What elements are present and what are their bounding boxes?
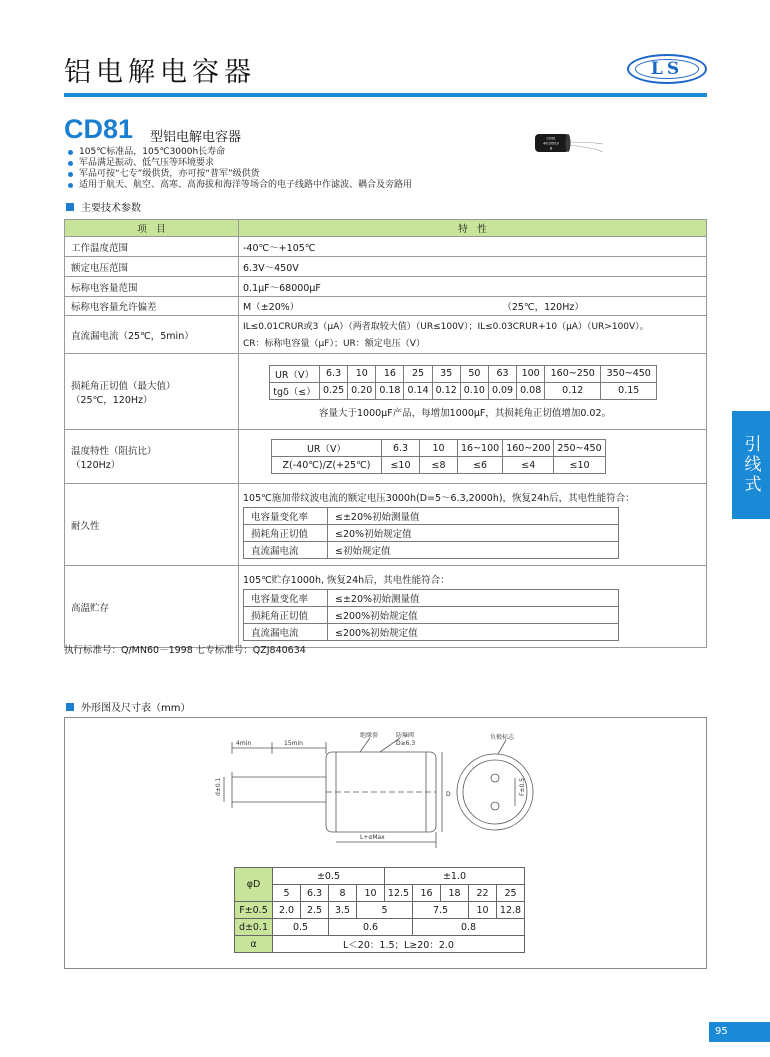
spec-section-title: 主要技术参数: [81, 203, 141, 214]
storage-value: ≤200%初始规定值: [328, 606, 619, 623]
tan-voltage: 63: [488, 365, 516, 382]
tempchar-value: ≤10: [554, 457, 605, 474]
row-label: 标称电容量范围: [65, 277, 239, 297]
tan-label-cond: （25℃，120Hz）: [71, 394, 153, 406]
col-item: 项 目: [65, 220, 239, 237]
storage-key: 电容量变化率: [244, 589, 328, 606]
label-lead-spacing: F±0.5: [519, 777, 526, 796]
leak-note: CR：标称电容量（μF）；UR：额定电压（V）: [243, 338, 425, 349]
tempchar-voltage: 6.3: [382, 440, 420, 457]
dim-d: 0.5: [273, 919, 329, 936]
tan-value: 0.12: [432, 382, 460, 399]
tan-voltage: 160~250: [545, 365, 601, 382]
tan-voltage: 100: [517, 365, 545, 382]
row-value: 0.1μF～68000μF: [239, 277, 707, 297]
tan-value: 0.12: [545, 382, 601, 399]
storage-value: ≤200%初始规定值: [328, 623, 619, 640]
label-sleeve: 绝缘套: [360, 732, 379, 739]
endurance-row: [244, 541, 619, 558]
dim-F: 10: [469, 902, 497, 919]
tan-value: 0.25: [320, 382, 348, 399]
storage-row: [244, 606, 619, 623]
tan-head: UR（V）: [270, 365, 320, 382]
tan-value: 0.15: [601, 382, 657, 399]
dim-F: 2.5: [301, 902, 329, 919]
F-header: F±0.5: [235, 902, 273, 919]
tan-table: [269, 365, 657, 400]
drawing-section-title: 外形图及尺寸表（mm）: [81, 703, 191, 714]
page-title: 铝电解电容器: [64, 57, 256, 88]
tempchar-voltage: 160~200: [503, 440, 554, 457]
label-length: L+αMax: [360, 834, 385, 841]
endurance-row: [244, 507, 619, 524]
tempchar-value: ≤4: [503, 457, 554, 474]
side-tab: 引线式: [732, 411, 770, 519]
dim-F: 7.5: [413, 902, 469, 919]
storage-intro: 105℃贮存1000h, 恢复24h后，其电性能符合：: [243, 574, 450, 586]
storage-row: [244, 623, 619, 640]
tempchar-voltage-row: [272, 440, 606, 457]
col-feature: 特 性: [239, 220, 707, 237]
tan-value: 0.08: [517, 382, 545, 399]
dim-d-row: [235, 919, 525, 936]
tan-label: 损耗角正切值（最大值）: [71, 380, 176, 392]
endurance-key: 损耗角正切值: [244, 524, 328, 541]
label-negative-mark: 负极标志: [490, 734, 515, 741]
tolerance-2: ±1.0: [385, 868, 525, 885]
dim-F: 2.0: [273, 902, 301, 919]
dim-tol-row: [235, 868, 525, 885]
endurance-intro: 105℃施加带纹波电流的额定电压3000h(D=5～6.3,2000h)，恢复24h后，其电性能符合：: [243, 492, 635, 504]
model-name: 型铝电解电容器: [150, 130, 242, 145]
dim-F: 5: [357, 902, 413, 919]
spec-row: [65, 484, 707, 566]
spec-row: [65, 316, 707, 354]
tempchar-value-row: [272, 457, 606, 474]
storage-key: 损耗角正切值: [244, 606, 328, 623]
spec-row: [65, 277, 707, 297]
feature-item: 105℃标准品，105℃3000h长寿命: [66, 147, 412, 158]
spec-row: [65, 237, 707, 257]
page-number: 95: [709, 1022, 770, 1042]
row-label: 直流漏电流（25℃，5min）: [65, 316, 239, 354]
dim-d: 0.6: [329, 919, 413, 936]
dim-F: 3.5: [329, 902, 357, 919]
photo-text-3: B: [549, 146, 553, 151]
row-value: [239, 430, 707, 484]
tempchar-value: ≤6: [458, 457, 503, 474]
tan-voltage: 25: [404, 365, 432, 382]
tan-voltage: 50: [460, 365, 488, 382]
dim-d: 0.8: [413, 919, 525, 936]
endurance-value: ≤20%初始规定值: [328, 524, 619, 541]
tolerance-1: ±0.5: [273, 868, 385, 885]
tan-value: 0.09: [488, 382, 516, 399]
endurance-value: ≤初始规定值: [328, 541, 619, 558]
outline-drawing: [210, 732, 550, 854]
spec-row: [65, 430, 707, 484]
label-4min: 4min: [236, 740, 252, 747]
header-rule: [64, 93, 707, 97]
logo-text: LS: [650, 59, 684, 79]
spec-row: [65, 297, 707, 316]
d-header: d±0.1: [235, 919, 273, 936]
tempchar-label-cond: （120Hz）: [71, 459, 121, 471]
endurance-value: ≤±20%初始测量值: [328, 507, 619, 524]
label-vent-cond: D≥6.3: [396, 740, 416, 747]
tempchar-label: 温度特性（阻抗比）: [71, 445, 157, 457]
tempchar-value: ≤10: [382, 457, 420, 474]
storage-row: [244, 589, 619, 606]
dim-D: 8: [329, 885, 357, 902]
endurance-key: 直流漏电流: [244, 541, 328, 558]
spec-row: [65, 354, 707, 430]
spec-row: [65, 257, 707, 277]
dim-alpha: L＜20：1.5；L≥20：2.0: [273, 936, 525, 953]
label-lead-dia: d±0.1: [215, 777, 222, 796]
spec-row: [65, 566, 707, 648]
feature-item: 适用于航天、航空、高寒、高海拔和海洋等场合的电子线路中作滤波、耦合及旁路用: [66, 180, 412, 191]
feature-item: 军品可按“七专”级供货，亦可按“普军”级供货: [66, 169, 412, 180]
dim-F-row: [235, 902, 525, 919]
brand-logo: [627, 54, 707, 84]
endurance-row: [244, 524, 619, 541]
spec-table: [64, 219, 707, 648]
tempchar-voltage: 250~450: [554, 440, 605, 457]
label-diameter: D: [446, 791, 451, 798]
dim-D: 10: [357, 885, 385, 902]
row-label: [65, 354, 239, 430]
dim-D: 16: [413, 885, 441, 902]
tempchar-value: ≤8: [420, 457, 458, 474]
storage-key: 直流漏电流: [244, 623, 328, 640]
photo-text-2: 40/105/10: [543, 141, 559, 146]
dim-D: 5: [273, 885, 301, 902]
dim-F: 12.8: [497, 902, 525, 919]
tan-voltage: 350~450: [601, 365, 657, 382]
label-vent: 防爆阀: [396, 732, 415, 739]
dim-D: 6.3: [301, 885, 329, 902]
dim-D-row: [235, 885, 525, 902]
tempchar-table: [271, 439, 606, 474]
tan-voltage: 35: [432, 365, 460, 382]
row-label: 高温贮存: [65, 566, 239, 648]
tan-voltage: 6.3: [320, 365, 348, 382]
tan-value: 0.10: [460, 382, 488, 399]
tempchar-voltage: 10: [420, 440, 458, 457]
dim-alpha-row: [235, 936, 525, 953]
row-label: 额定电压范围: [65, 257, 239, 277]
dim-D: 25: [497, 885, 525, 902]
storage-table: [243, 589, 619, 641]
phiD-header: φD: [235, 868, 273, 902]
tan-value: 0.14: [404, 382, 432, 399]
label-15min: 15min: [284, 740, 303, 747]
section-square-icon: [66, 703, 74, 711]
tan-value: 0.18: [376, 382, 404, 399]
endurance-table: [243, 507, 619, 559]
tolerance-value: M（±20%）: [243, 302, 300, 313]
photo-text-1: CD81: [546, 136, 556, 141]
spec-header-row: [65, 220, 707, 237]
tan-value: 0.20: [348, 382, 376, 399]
tan-voltage-row: [270, 365, 657, 382]
tan-voltage: 10: [348, 365, 376, 382]
row-value: [239, 316, 707, 354]
feature-item: 军品满足振动、低气压等环境要求: [66, 158, 412, 169]
tan-voltage: 16: [376, 365, 404, 382]
standard-number: 执行标准号：Q/MN60－1998 七专标准号：QZJ840634: [64, 645, 306, 656]
row-value: [239, 297, 707, 316]
dim-D: 22: [469, 885, 497, 902]
row-label: 标称电容量允许偏差: [65, 297, 239, 316]
row-value: [239, 354, 707, 430]
tan-row-label: tgδ（≤）: [270, 382, 320, 399]
tolerance-condition: （25℃，120Hz）: [502, 302, 584, 313]
spec-section-heading: [66, 199, 141, 214]
section-square-icon: [66, 203, 74, 211]
tempchar-row-label: Z(-40℃)/Z(+25℃): [272, 457, 382, 474]
row-value: -40℃～+105℃: [239, 237, 707, 257]
row-value: [239, 484, 707, 566]
drawing-section-heading: [66, 699, 190, 714]
tempchar-head: UR（V）: [272, 440, 382, 457]
row-value: [239, 566, 707, 648]
dimension-table: [234, 867, 525, 953]
dim-D: 18: [441, 885, 469, 902]
row-label: 耐久性: [65, 484, 239, 566]
storage-value: ≤±20%初始测量值: [328, 589, 619, 606]
endurance-key: 电容量变化率: [244, 507, 328, 524]
capacitor-photo: [533, 132, 603, 170]
model-code: CD81: [64, 114, 134, 144]
row-label: [65, 430, 239, 484]
row-label: 工作温度范围: [65, 237, 239, 257]
row-value: 6.3V～450V: [239, 257, 707, 277]
tan-value-row: [270, 382, 657, 399]
feature-list: [66, 147, 412, 191]
alpha-header: α: [235, 936, 273, 953]
tempchar-voltage: 16~100: [458, 440, 503, 457]
dim-D: 12.5: [385, 885, 413, 902]
tan-note: 容量大于1000μF产品，每增加1000μF，其损耗角正切值增加0.02。: [319, 407, 612, 419]
leak-formula: IL≤0.01CRUR或3（μA）（两者取较大值）（UR≤100V）；IL≤0.03CRUR+10（μA）（UR>100V）。: [243, 321, 649, 332]
